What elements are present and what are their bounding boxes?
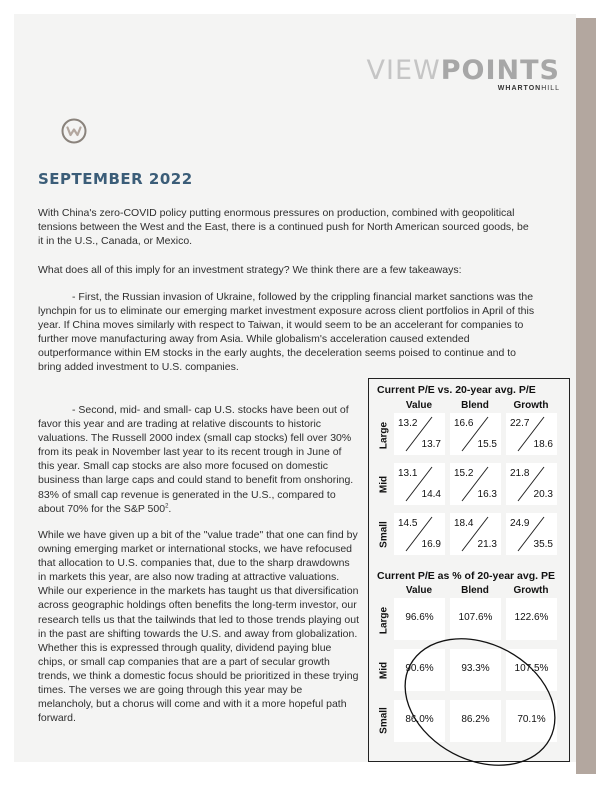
- pe-cell-mid-blend: [450, 463, 501, 505]
- brand-name-bold: POINTS: [440, 55, 560, 86]
- pe-current: 24.9: [510, 518, 530, 529]
- col-header-blend-2: Blend: [461, 585, 489, 596]
- pe-average: 18.6: [533, 439, 553, 450]
- pe-current: 18.4: [454, 518, 474, 529]
- pct-value: 86.2%: [461, 714, 490, 725]
- pe-cell-large-value: [394, 413, 445, 455]
- pe-average: 16.3: [477, 489, 497, 500]
- pct-value: 90.6%: [405, 663, 434, 674]
- brand-subtitle: [367, 85, 560, 92]
- sidebar-bar: [576, 18, 596, 774]
- pct-cell-large-blend: [450, 598, 501, 640]
- pe-current: 16.6: [454, 418, 474, 429]
- pe-current: 13.1: [398, 468, 418, 479]
- pct-value: 93.3%: [461, 663, 490, 674]
- pe-average: 20.3: [533, 489, 553, 500]
- pe-cell-small-blend: [450, 513, 501, 555]
- pe-current: 22.7: [510, 418, 530, 429]
- pct-table-title: Current P/E as % of 20-year avg. PE: [377, 570, 555, 582]
- highlight-oval-annotation: [395, 638, 565, 770]
- pe-cell-large-growth: [506, 413, 557, 455]
- row-label-mid: Mid: [378, 475, 390, 494]
- pe-cell-mid-growth: [506, 463, 557, 505]
- pe-average: 14.4: [421, 489, 441, 500]
- pct-value: 122.6%: [514, 612, 549, 623]
- pe-current: 14.5: [398, 518, 418, 529]
- brand-sub-light: HILL: [541, 85, 560, 92]
- pct-value: 96.6%: [405, 612, 434, 623]
- pe-average: 21.3: [477, 539, 497, 550]
- pct-cell-large-value: [394, 598, 445, 640]
- row-label-large-2: Large: [378, 606, 390, 635]
- pe-table-title: Current P/E vs. 20-year avg. P/E: [377, 384, 536, 396]
- pct-value: 107.5%: [514, 663, 549, 674]
- footnote-marker: 2: [165, 503, 169, 510]
- col-header-growth-2: Growth: [513, 585, 549, 596]
- row-label-small: Small: [378, 521, 390, 548]
- brand-name-light: VIEW: [366, 55, 441, 86]
- pe-cell-mid-value: [394, 463, 445, 505]
- second-point-text: - Second, mid- and small- cap U.S. stocks have been out of favor this year and are trading at relative discounts to historic valuations. The Russell 2000 index (small cap stocks) fell over 30% from its peak in November last year to its recent trough in June of this year. Small cap stocks are also more focused on domestic business than large caps and could stand to benefit from onshoring. 83% of small cap revenue is generated in the U.S., compared to about 70% for the S&P 500: [38, 404, 354, 515]
- pe-average: 16.9: [421, 539, 441, 550]
- pe-average: 35.5: [533, 539, 553, 550]
- brand-sub-bold: WHARTON: [497, 85, 542, 92]
- pe-average: 15.5: [477, 439, 497, 450]
- col-header-value-2: Value: [405, 585, 433, 596]
- row-label-small-2: Small: [378, 707, 390, 734]
- col-header-blend: Blend: [461, 400, 489, 411]
- pe-average: 13.7: [421, 439, 441, 450]
- pe-current: 15.2: [454, 468, 474, 479]
- brand-title: [367, 57, 560, 85]
- paragraph-intro: With China's zero-COVID policy putting enormous pressures on production, combined with geopolitical tensions between the West and the East, there is a continued push for North American sourced goods, be it in the U.S., Canada, or Mexico.: [38, 207, 529, 248]
- paragraph-conclusion: While we have given up a bit of the "value trade" that one can find by owning emerging market or international stocks, we have refocused that allocation to U.S. companies that, due to the sharp drawdowns in markets this year, are also now trading at attractive valuations. While our experience in the markets has taught us that diversification across geographic holdings often benefits the long-term investor, our research tells us that the tailwinds that led to those trends playing out in the past are shifting towards the U.S. and away from globalization. Whether this is expressed through quality, dividend paying blue chips, or small cap companies that are a part of secular growth trends, we think a domestic focus should be prioritized in these trying times. The verses we are going through this year may be melancholy, but a chorus will come and with it a more hopeful path forward.: [38, 529, 360, 725]
- paragraph-second-point: [38, 403, 358, 516]
- col-header-growth: Growth: [513, 400, 549, 411]
- pe-cell-small-value: [394, 513, 445, 555]
- col-header-value: Value: [405, 400, 433, 411]
- pct-value: 107.6%: [458, 612, 493, 623]
- paragraph-first-point: [38, 290, 540, 375]
- row-label-large: Large: [378, 421, 390, 450]
- pe-current: 21.8: [510, 468, 530, 479]
- pe-current: 13.2: [398, 418, 418, 429]
- pct-value: 70.1%: [517, 714, 546, 725]
- pct-value: 86.0%: [405, 714, 434, 725]
- paragraph-takeaways: What does all of this imply for an investment strategy? We think there are a few takeaways:: [38, 264, 462, 276]
- pe-cell-small-growth: [506, 513, 557, 555]
- pe-cell-large-blend: [450, 413, 501, 455]
- wharton-hill-w-logo-icon: [60, 117, 88, 145]
- brand-header: [367, 57, 560, 92]
- first-point-text: - First, the Russian invasion of Ukraine, followed by the crippling financial market sanctions was the lynchpin for us to eliminate our emerging market investment exposure across client portfolios in April of this year. If China moves similarly with respect to Taiwan, it would seem to be an accelerant for companies to further move manufacturing away from Asia. While globalism's acceleration caused extended outperformance within EM stocks in the early aughts, the deceleration seems poised to continue and to bring added investment to U.S. companies.: [38, 291, 535, 374]
- row-label-mid-2: Mid: [378, 661, 390, 680]
- second-point-end: .: [168, 502, 172, 515]
- page-title: SEPTEMBER 2022: [38, 170, 193, 188]
- pct-cell-large-growth: [506, 598, 557, 640]
